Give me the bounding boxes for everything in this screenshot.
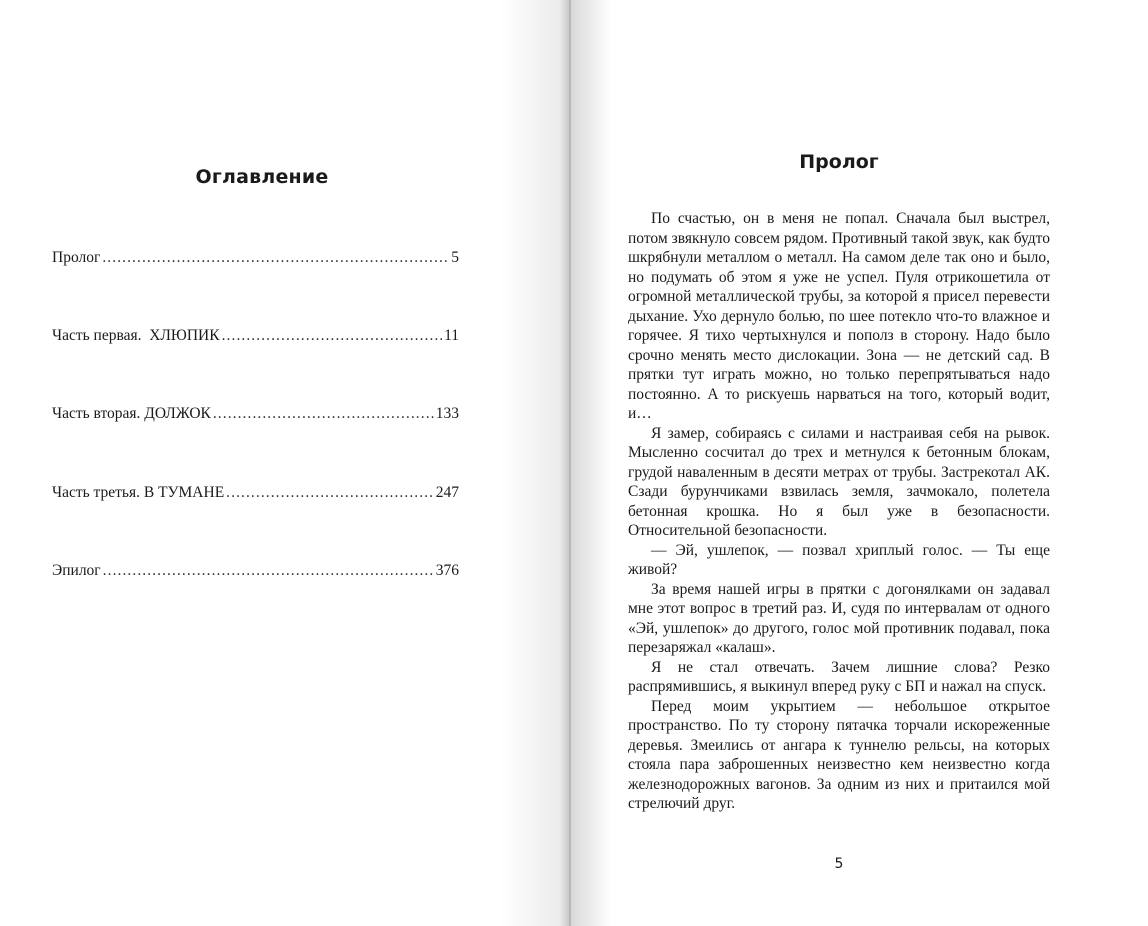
toc-entry-part-one[interactable] bbox=[52, 327, 459, 345]
left-page bbox=[0, 0, 570, 926]
paragraph: Я не стал отвечать. Зачем лишние слова? Резко распрямившись, я выкинул вперед руку с БП и нажал на спуск. bbox=[628, 658, 1050, 695]
chapter-body bbox=[628, 209, 1050, 814]
chapter-title: Пролог bbox=[799, 151, 879, 173]
toc-entry-label: Эпилог bbox=[52, 562, 101, 579]
toc-entry-page: 133 bbox=[435, 405, 459, 422]
toc-entry-label: Пролог bbox=[52, 249, 101, 266]
paragraph: Перед моим укрытием — небольшое открытое пространство. По ту сторону пятачка торчали искореженные деревья. Змеились от ангара к туннелю рельсы, на которых стояла пара заброшенных неизвестно кем неизвестно когда железнодорожных вагонов. За одним из них и притаился мой стрелючий друг. bbox=[628, 697, 1050, 812]
toc-entry-label: Часть первая. ХЛЮПИК bbox=[52, 327, 220, 344]
paragraph: За время нашей игры в прятки с догонялками он задавал мне этот вопрос в третий раз. И, судя по интервалам от одного «Эй, ушлепок» до другого, голос мой противник подавал, пока перезаряжал «калаш». bbox=[628, 580, 1050, 656]
toc-entry-prologue[interactable] bbox=[52, 249, 459, 267]
toc-entry-page: 247 bbox=[435, 484, 459, 501]
toc-title: Оглавление bbox=[195, 166, 329, 188]
toc-dot-leader bbox=[102, 249, 449, 267]
toc-dot-leader bbox=[226, 484, 434, 502]
page-number: 5 bbox=[834, 856, 844, 872]
gutter-shadow bbox=[500, 0, 570, 926]
paragraph: — Эй, ушлепок, — позвал хриплый голос. — Ты еще живой? bbox=[628, 541, 1050, 578]
paragraph: Я замер, собираясь с силами и настраивая себя на рывок. Мысленно сосчитал до трех и метнулся к бетонным блокам, грудой наваленным в десяти метрах от трубы. Застрекотал АК. Сзади бурунчиками взвилась земля, зачмокало, полетела бетонная крошка. Но я был уже в безопасности. Относительной безопасности. bbox=[628, 424, 1050, 539]
toc-dot-leader bbox=[213, 405, 434, 423]
gutter-shadow-right bbox=[571, 0, 611, 926]
toc-entry-label: Часть вторая. ДОЛЖОК bbox=[52, 405, 211, 422]
toc-dot-leader bbox=[222, 327, 442, 345]
toc-entry-page: 11 bbox=[444, 327, 459, 344]
toc-entry-page: 376 bbox=[435, 562, 459, 579]
toc-dot-leader bbox=[103, 562, 434, 580]
toc-entry-part-three[interactable] bbox=[52, 484, 459, 502]
paragraph: По счастью, он в меня не попал. Сначала был выстрел, потом звякнуло совсем рядом. Противный такой звук, как будто шкрябнули металлом о металл. На самом деле так оно и было, но подумать об этом я уже не успел. Пуля отрикошетила от огромной металлической трубы, за которой я присел перевести дыхание. Ухо дернуло болью, по шее потекло что-то влажное и горячее. Я тихо чертыхнулся и пополз в сторону. Надо было срочно менять место дислокации. Зона — не детский сад. В прятки тут играть можно, но только перепрятываться надо постоянно. А то рискуешь нарваться на того, который водит, и… bbox=[628, 210, 1050, 422]
toc-entry-part-two[interactable] bbox=[52, 405, 459, 423]
toc-entry-label: Часть третья. В ТУМАНЕ bbox=[52, 484, 225, 501]
toc-entry-page: 5 bbox=[451, 249, 459, 266]
toc-entry-epilogue[interactable] bbox=[52, 562, 459, 580]
